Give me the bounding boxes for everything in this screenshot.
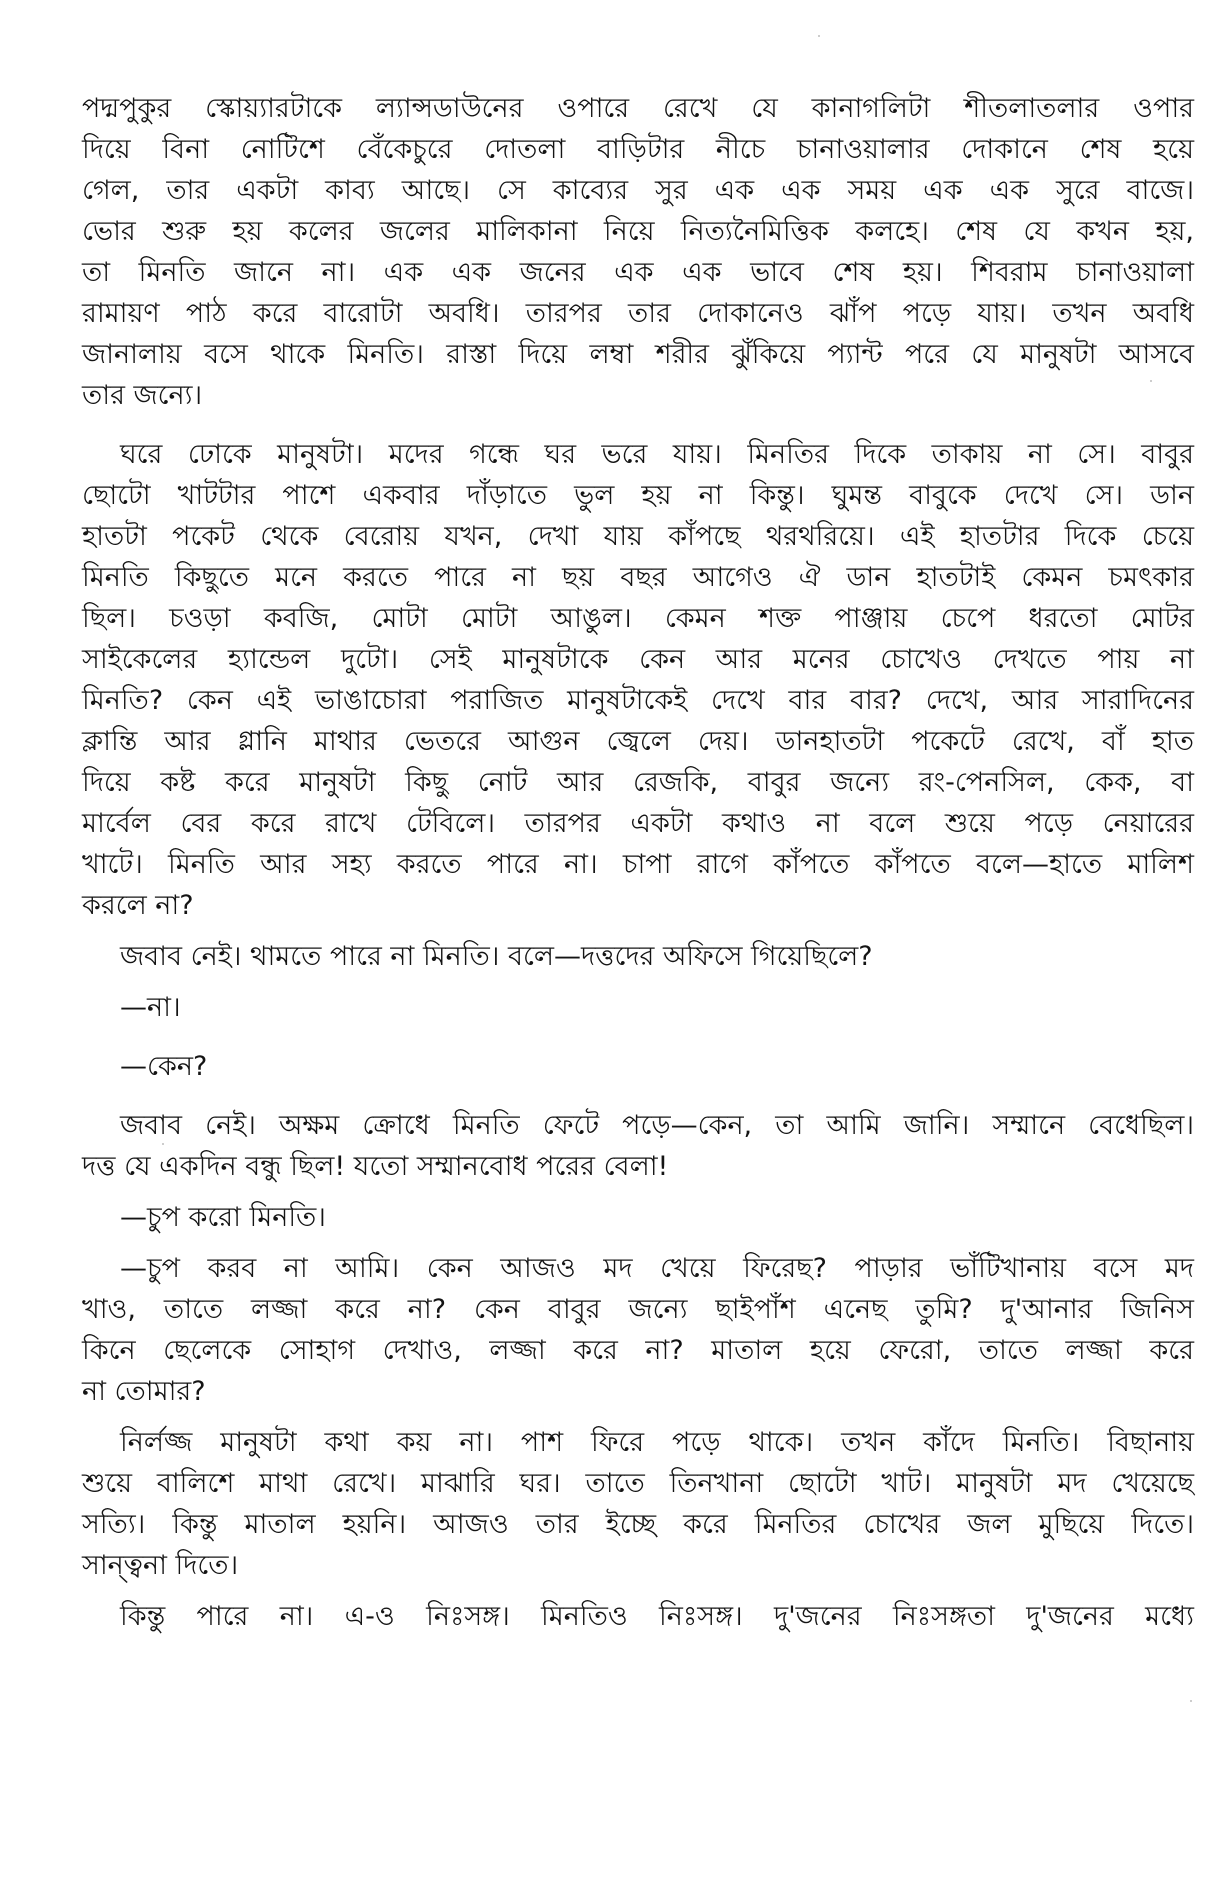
text-line: নির্লজ্জ মানুষটা কথা কয় না। পাশ ফিরে পড়ে থাকে। তখন কাঁদে মিনতি। বিছানায় [120, 1427, 1194, 1458]
text-line: মিনতি? কেন এই ভাঙাচোরা পরাজিত মানুষটাকেই দেখে বার বার? দেখে, আর সারাদিনের [82, 685, 1194, 716]
text-line: শুয়ে বালিশে মাথা রেখে। মাঝারি ঘর। তাতে তিনখানা ছোটো খাট। মানুষটা মদ খেয়েছে [82, 1468, 1194, 1499]
paragraph-gap [82, 1087, 1194, 1105]
scan-speck [1190, 1700, 1192, 1702]
text-line: —কেন? [120, 1051, 208, 1082]
text-line: জবাব নেই। অক্ষম ক্রোধে মিনতি ফেটে পড়ে—কেন, তা আমি জানি। সম্মানে বেধেছিল। [120, 1110, 1194, 1141]
text-line: —চুপ করো মিনতি। [120, 1202, 326, 1233]
text-line: তার জন্যে। [82, 380, 203, 411]
text-line: পদ্মপুকুর স্কোয়্যারটাকে ল্যান্সডাউনের ওপারে রেখে যে কানাগলিটা শীতলাতলার ওপার [82, 93, 1194, 124]
text-line: হাতটা পকেট থেকে বেরোয় যখন, দেখা যায় কাঁপছে থরথরিয়ে। এই হাতটার দিকে চেয়ে [82, 521, 1194, 552]
paragraph-2 [82, 434, 1194, 926]
paragraph-gap [82, 1238, 1194, 1248]
text-line: ভোর শুরু হয় কলের জলের মালিকানা নিয়ে নিত্যনৈমিত্তিক কলহে। শেষ যে কখন হয়, [82, 216, 1194, 247]
paragraph-10 [82, 1596, 1194, 1637]
text-line: করলে না? [82, 890, 194, 921]
text-line: খাও, তাতে লজ্জা করে না? কেন বাবুর জন্যে ছাইপাঁশ এনেছ তুমি? দু'আনার জিনিস [82, 1294, 1194, 1325]
text-line: কিনে ছেলেকে সোহাগ দেখাও, লজ্জা করে না? মাতাল হয়ে ফেরো, তাতে লজ্জা করে [82, 1335, 1194, 1366]
paragraph-gap [82, 1187, 1194, 1197]
paragraph-gap [82, 416, 1194, 434]
text-line: তা মিনতি জানে না। এক এক জনের এক এক ভাবে শেষ হয়। শিবরাম চানাওয়ালা [82, 257, 1194, 288]
text-line: দত্ত যে একদিন বন্ধু ছিল! যতো সম্মানবোধ পরের বেলা! [82, 1151, 669, 1182]
text-line: রামায়ণ পাঠ করে বারোটা অবধি। তারপর তার দোকানেও ঝাঁপ পড়ে যায়। তখন অবধি [82, 298, 1194, 329]
paragraph-6 [82, 1105, 1194, 1187]
text-line: মিনতি কিছুতে মনে করতে পারে না ছয় বছর আগেও ঐ ডান হাতটাই কেমন চমৎকার [82, 562, 1194, 593]
paragraph-gap [82, 1028, 1194, 1046]
text-line: কিন্তু পারে না। এ-ও নিঃসঙ্গ। মিনতিও নিঃসঙ্গ। দু'জনের নিঃসঙ্গতা দু'জনের মধ্যে [120, 1601, 1194, 1632]
text-line: ঘরে ঢোকে মানুষটা। মদের গন্ধে ঘর ভরে যায়। মিনতির দিকে তাকায় না সে। বাবুর [120, 439, 1194, 470]
paragraph-5 [82, 1046, 1194, 1087]
paragraph-4 [82, 987, 1194, 1028]
text-line: ছিল। চওড়া কবজি, মোটা মোটা আঙুল। কেমন শক্ত পাঞ্জায় চেপে ধরতো মোটর [82, 603, 1194, 634]
scan-speck [162, 1143, 164, 1145]
paragraph-8 [82, 1248, 1194, 1412]
paragraph-gap [82, 926, 1194, 936]
text-line: না তোমার? [82, 1376, 206, 1407]
paragraph-gap [82, 1586, 1194, 1596]
text-line: সান্ত্বনা দিতে। [82, 1550, 239, 1581]
text-line: গেল, তার একটা কাব্য আছে। সে কাব্যের সুর এক এক সময় এক এক সুরে বাজে। [82, 175, 1194, 206]
paragraph-gap [82, 977, 1194, 987]
text-line: ক্লান্তি আর গ্লানি মাথার ভেতরে আগুন জ্বেলে দেয়। ডানহাতটা পকেটে রেখে, বাঁ হাত [82, 726, 1194, 757]
text-line: —না। [120, 992, 181, 1023]
text-line: দিয়ে কষ্ট করে মানুষটা কিছু নোট আর রেজকি, বাবুর জন্যে রং-পেনসিল, কেক, বা [82, 767, 1194, 798]
paragraph-gap [82, 1412, 1194, 1422]
text-line: —চুপ করব না আমি। কেন আজও মদ খেয়ে ফিরেছ? পাড়ার ভাঁটিখানায় বসে মদ [120, 1253, 1194, 1284]
book-page [82, 88, 1194, 1637]
paragraph-7 [82, 1197, 1194, 1238]
text-line: জবাব নেই। থামতে পারে না মিনতি। বলে—দত্তদের অফিসে গিয়েছিলে? [120, 941, 873, 972]
text-line: দিয়ে বিনা নোটিশে বেঁকেচুরে দোতলা বাড়িটার নীচে চানাওয়ালার দোকানে শেষ হয়ে [82, 134, 1194, 165]
paragraph-9 [82, 1422, 1194, 1586]
paragraph-3 [82, 936, 1194, 977]
text-line: সত্যি। কিন্তু মাতাল হয়নি। আজও তার ইচ্ছে করে মিনতির চোখের জল মুছিয়ে দিতে। [82, 1509, 1194, 1540]
text-line: খাটে। মিনতি আর সহ্য করতে পারে না। চাপা রাগে কাঁপতে কাঁপতে বলে—হাতে মালিশ [82, 849, 1194, 880]
text-line: মার্বেল বের করে রাখে টেবিলে। তারপর একটা কথাও না বলে শুয়ে পড়ে নেয়ারের [82, 808, 1194, 839]
paragraph-1 [82, 88, 1194, 416]
scan-speck [1150, 380, 1152, 382]
text-line: জানালায় বসে থাকে মিনতি। রাস্তা দিয়ে লম্বা শরীর ঝুঁকিয়ে প্যান্ট পরে যে মানুষটা আসবে [82, 339, 1194, 370]
scan-speck [818, 35, 820, 37]
text-line: ছোটো খাটটার পাশে একবার দাঁড়াতে ভুল হয় না কিন্তু। ঘুমন্ত বাবুকে দেখে সে। ডান [82, 480, 1194, 511]
text-line: সাইকেলের হ্যান্ডেল দুটো। সেই মানুষটাকে কেন আর মনের চোখেও দেখতে পায় না [82, 644, 1194, 675]
